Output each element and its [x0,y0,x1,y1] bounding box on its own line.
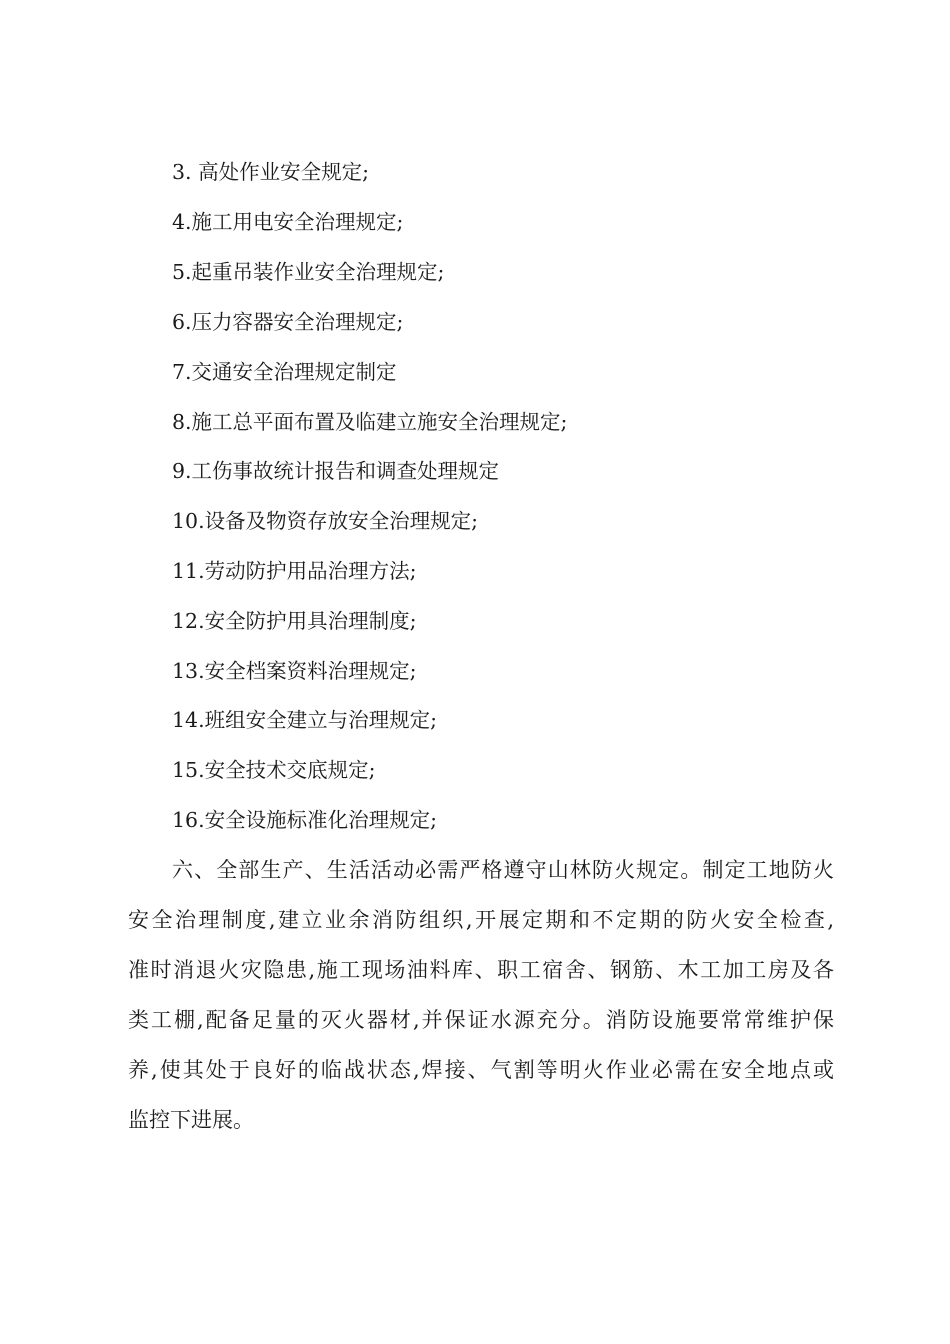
list-item: 8.施工总平面布置及临建立施安全治理规定; [172,410,568,434]
fire-safety-paragraph [128,858,834,1158]
paragraph-line: 六、全部生产、生活活动必需严格遵守山林防火规定。制定工地防火 [172,858,834,882]
list-item: 6.压力容器安全治理规定; [172,310,404,334]
list-item: 4.施工用电安全治理规定; [172,210,404,234]
paragraph-line: 监控下进展。 [128,1108,254,1132]
list-item: 11.劳动防护用品治理方法; [172,559,417,583]
paragraph-line: 安全治理制度,建立业余消防组织,开展定期和不定期的防火安全检查, [128,908,834,932]
list-item: 9.工伤事故统计报告和调查处理规定 [172,459,500,483]
paragraph-line: 准时消退火灾隐患,施工现场油料库、职工宿舍、钢筋、木工加工房及各 [128,958,834,982]
list-item: 14.班组安全建立与治理规定; [172,708,438,732]
list-item: 12.安全防护用具治理制度; [172,609,417,633]
list-item: 13.安全档案资料治理规定; [172,659,417,683]
list-item: 10.设备及物资存放安全治理规定; [172,509,479,533]
list-item: 5.起重吊装作业安全治理规定; [172,260,445,284]
paragraph-line: 类工棚,配备足量的灭火器材,并保证水源充分。消防设施要常常维护保 [128,1008,834,1032]
list-item: 7.交通安全治理规定制定 [172,360,397,384]
list-item: 3. 高处作业安全规定; [172,160,369,184]
paragraph-line: 养,使其处于良好的临战状态,焊接、气割等明火作业必需在安全地点或 [128,1058,834,1082]
list-item: 15.安全技术交底规定; [172,758,376,782]
list-item: 16.安全设施标准化治理规定; [172,808,438,832]
